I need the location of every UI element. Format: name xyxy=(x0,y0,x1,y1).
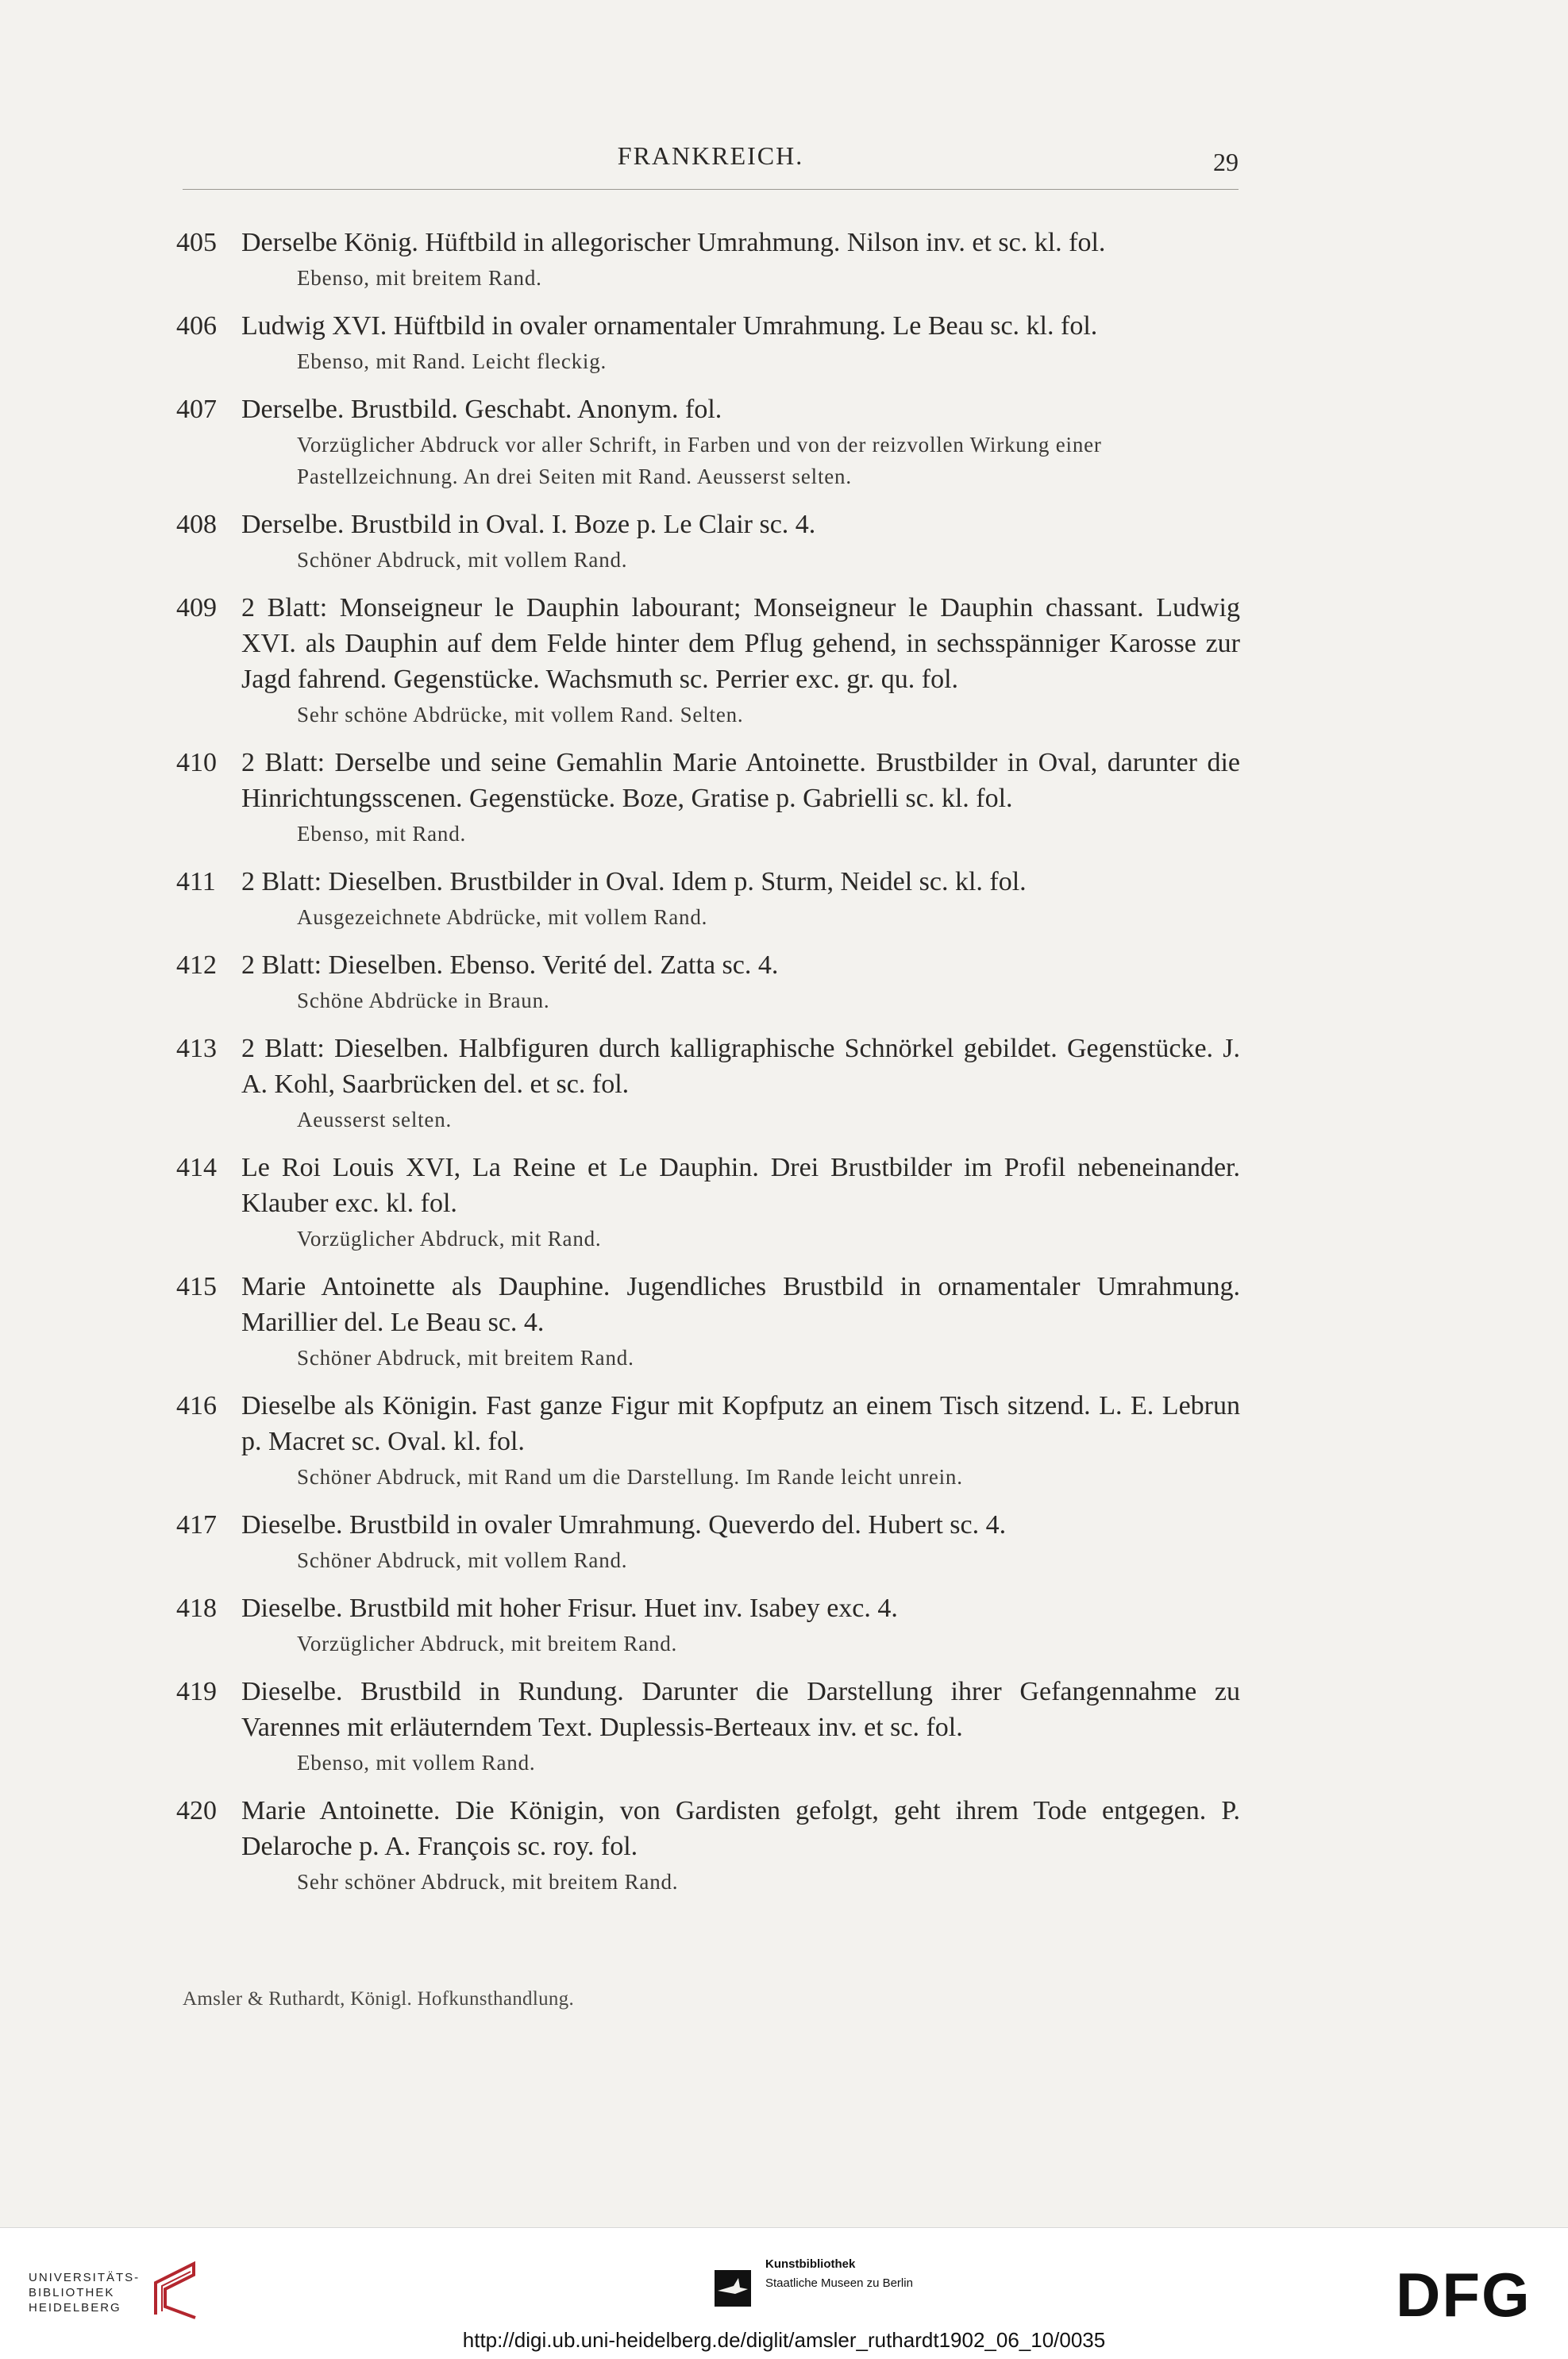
entry-note: Ebenso, mit Rand. Leicht fleckig. xyxy=(297,349,607,373)
entry-number: 407 xyxy=(176,395,217,424)
kunstbibliothek-subtitle: Staatliche Museen zu Berlin xyxy=(765,2276,913,2290)
catalog-entry xyxy=(176,1388,1240,1493)
entry-note: Ebenso, mit breitem Rand. xyxy=(297,266,542,290)
permalink-url[interactable]: http://digi.ub.uni-heidelberg.de/diglit/amsler_ruthardt1902_06_10/0035 xyxy=(462,2328,1106,2352)
entry-number: 419 xyxy=(176,1677,217,1706)
entry-note: Sehr schöner Abdruck, mit breitem Rand. xyxy=(297,1870,679,1894)
catalog-entry xyxy=(176,1590,1240,1659)
catalog-entry xyxy=(176,947,1240,1016)
entry-note: Sehr schöne Abdrücke, mit vollem Rand. Selten. xyxy=(297,703,744,727)
entry-description: 2 Blatt: Dieselben. Halbfiguren durch kalligraphische Schnörkel gebildet. Gegenstücke. J. A. Kohl, Saarbrücken del. et sc. fol. xyxy=(241,1034,1240,1099)
entry-number: 412 xyxy=(176,950,217,980)
entry-number: 406 xyxy=(176,311,217,341)
bird-icon xyxy=(715,2270,751,2307)
catalog-entry xyxy=(176,391,1240,492)
entry-number: 415 xyxy=(176,1272,217,1301)
entry-note: Ebenso, mit Rand. xyxy=(297,822,467,846)
entry-description: Derselbe. Brustbild. Geschabt. Anonym. fol. xyxy=(241,395,722,424)
entry-note: Ausgezeichnete Abdrücke, mit vollem Rand. xyxy=(297,905,708,929)
entry-description: 2 Blatt: Monseigneur le Dauphin labourant; Monseigneur le Dauphin chassant. Ludwig XVI. als Dauphin auf dem Felde hinter dem Pflug gehend, in sechsspänniger Karosse zur Jagd fahrend. Gegenstücke. Wachsmuth sc. Perrier exc. gr. qu. fol. xyxy=(241,593,1240,694)
dfg-logo[interactable]: DFG xyxy=(1396,2260,1531,2330)
entry-number: 405 xyxy=(176,228,217,257)
entry-note: Vorzüglicher Abdruck, mit Rand. xyxy=(297,1227,602,1251)
entry-description: Derselbe. Brustbild in Oval. I. Boze p. Le Clair sc. 4. xyxy=(241,510,816,539)
page-number: 29 xyxy=(1213,148,1239,176)
entry-number: 417 xyxy=(176,1510,217,1540)
entry-description: 2 Blatt: Derselbe und seine Gemahlin Marie Antoinette. Brustbilder in Oval, darunter die Hinrichtungsscenen. Gegenstücke. Boze, Gratise p. Gabrielli sc. kl. fol. xyxy=(241,748,1240,813)
publisher-footnote: Amsler & Ruthardt, Königl. Hofkunsthandlung. xyxy=(183,1988,575,2010)
catalog-entry xyxy=(176,1150,1240,1255)
entry-description: Marie Antoinette als Dauphine. Jugendliches Brustbild in ornamentaler Umrahmung. Marillier del. Le Beau sc. 4. xyxy=(241,1272,1240,1337)
page-title: FRANKREICH. xyxy=(617,141,804,170)
entry-note: Schöner Abdruck, mit breitem Rand. xyxy=(297,1346,634,1370)
entry-number: 416 xyxy=(176,1391,217,1420)
entry-description: Derselbe König. Hüftbild in allegorischer Umrahmung. Nilson inv. et sc. kl. fol. xyxy=(241,228,1106,257)
catalog-entry xyxy=(176,745,1240,850)
kunstbibliothek-name: Kunstbibliothek xyxy=(765,2257,856,2271)
running-header xyxy=(183,141,1239,181)
entry-number: 411 xyxy=(176,867,216,896)
entry-description: Dieselbe als Königin. Fast ganze Figur mit Kopfputz an einem Tisch sitzend. L. E. Lebrun p. Macret sc. Oval. kl. fol. xyxy=(241,1391,1240,1456)
kunstbibliothek-logo[interactable] xyxy=(715,2253,969,2308)
entry-note: Vorzüglicher Abdruck, mit breitem Rand. xyxy=(297,1632,678,1656)
catalog-entry xyxy=(176,1793,1240,1898)
entry-description: 2 Blatt: Dieselben. Ebenso. Verité del. Zatta sc. 4. xyxy=(241,950,779,980)
catalog-entry xyxy=(176,864,1240,933)
university-library-logo[interactable] xyxy=(29,2259,211,2322)
university-library-name: UNIVERSITÄTS- BIBLIOTHEK HEIDELBERG xyxy=(29,2271,141,2315)
catalog-entry xyxy=(176,225,1240,294)
catalog-entries xyxy=(176,225,1240,1912)
catalog-entry xyxy=(176,1674,1240,1779)
entry-note: Schöner Abdruck, mit vollem Rand. xyxy=(297,1548,628,1572)
entry-number: 408 xyxy=(176,510,217,539)
entry-number: 410 xyxy=(176,748,217,777)
catalog-entry xyxy=(176,1269,1240,1374)
entry-note: Vorzüglicher Abdruck vor aller Schrift, in Farben und von der reizvollen Wirkung einer Pastellzeichnung. An drei Seiten mit Rand. Aeusserst selten. xyxy=(297,433,1102,488)
entry-note: Schöner Abdruck, mit Rand um die Darstellung. Im Rande leicht unrein. xyxy=(297,1465,963,1489)
entry-description: Le Roi Louis XVI, La Reine et Le Dauphin. Drei Brustbilder im Profil nebeneinander. Klauber exc. kl. fol. xyxy=(241,1153,1240,1218)
entry-number: 420 xyxy=(176,1796,217,1825)
entry-note: Aeusserst selten. xyxy=(297,1108,453,1131)
kunstbibliothek-mark-icon xyxy=(715,2270,751,2307)
entry-note: Schöne Abdrücke in Braun. xyxy=(297,989,550,1012)
entry-description: Dieselbe. Brustbild mit hoher Frisur. Huet inv. Isabey exc. 4. xyxy=(241,1594,898,1623)
entry-note: Schöner Abdruck, mit vollem Rand. xyxy=(297,548,628,572)
entry-description: Dieselbe. Brustbild in ovaler Umrahmung. Queverdo del. Hubert sc. 4. xyxy=(241,1510,1007,1540)
entry-description: Ludwig XVI. Hüftbild in ovaler ornamentaler Umrahmung. Le Beau sc. kl. fol. xyxy=(241,311,1098,341)
entry-note: Ebenso, mit vollem Rand. xyxy=(297,1751,536,1775)
catalog-entry xyxy=(176,590,1240,730)
catalog-entry xyxy=(176,308,1240,377)
university-library-mark-icon xyxy=(146,2259,210,2322)
catalog-entry xyxy=(176,1507,1240,1576)
entry-description: Dieselbe. Brustbild in Rundung. Darunter die Darstellung ihrer Gefangennahme zu Varennes mit erläuterndem Text. Duplessis-Berteaux inv. et sc. fol. xyxy=(241,1677,1240,1742)
entry-number: 409 xyxy=(176,593,217,623)
entry-number: 413 xyxy=(176,1034,217,1063)
catalog-entry xyxy=(176,1031,1240,1135)
entry-number: 418 xyxy=(176,1594,217,1623)
entry-description: Marie Antoinette. Die Königin, von Gardisten gefolgt, geht ihrem Tode entgegen. P. Delaroche p. A. François sc. roy. fol. xyxy=(241,1796,1240,1861)
entry-description: 2 Blatt: Dieselben. Brustbilder in Oval. Idem p. Sturm, Neidel sc. kl. fol. xyxy=(241,867,1027,896)
catalog-entry xyxy=(176,507,1240,576)
header-rule xyxy=(183,189,1239,190)
entry-number: 414 xyxy=(176,1153,217,1182)
